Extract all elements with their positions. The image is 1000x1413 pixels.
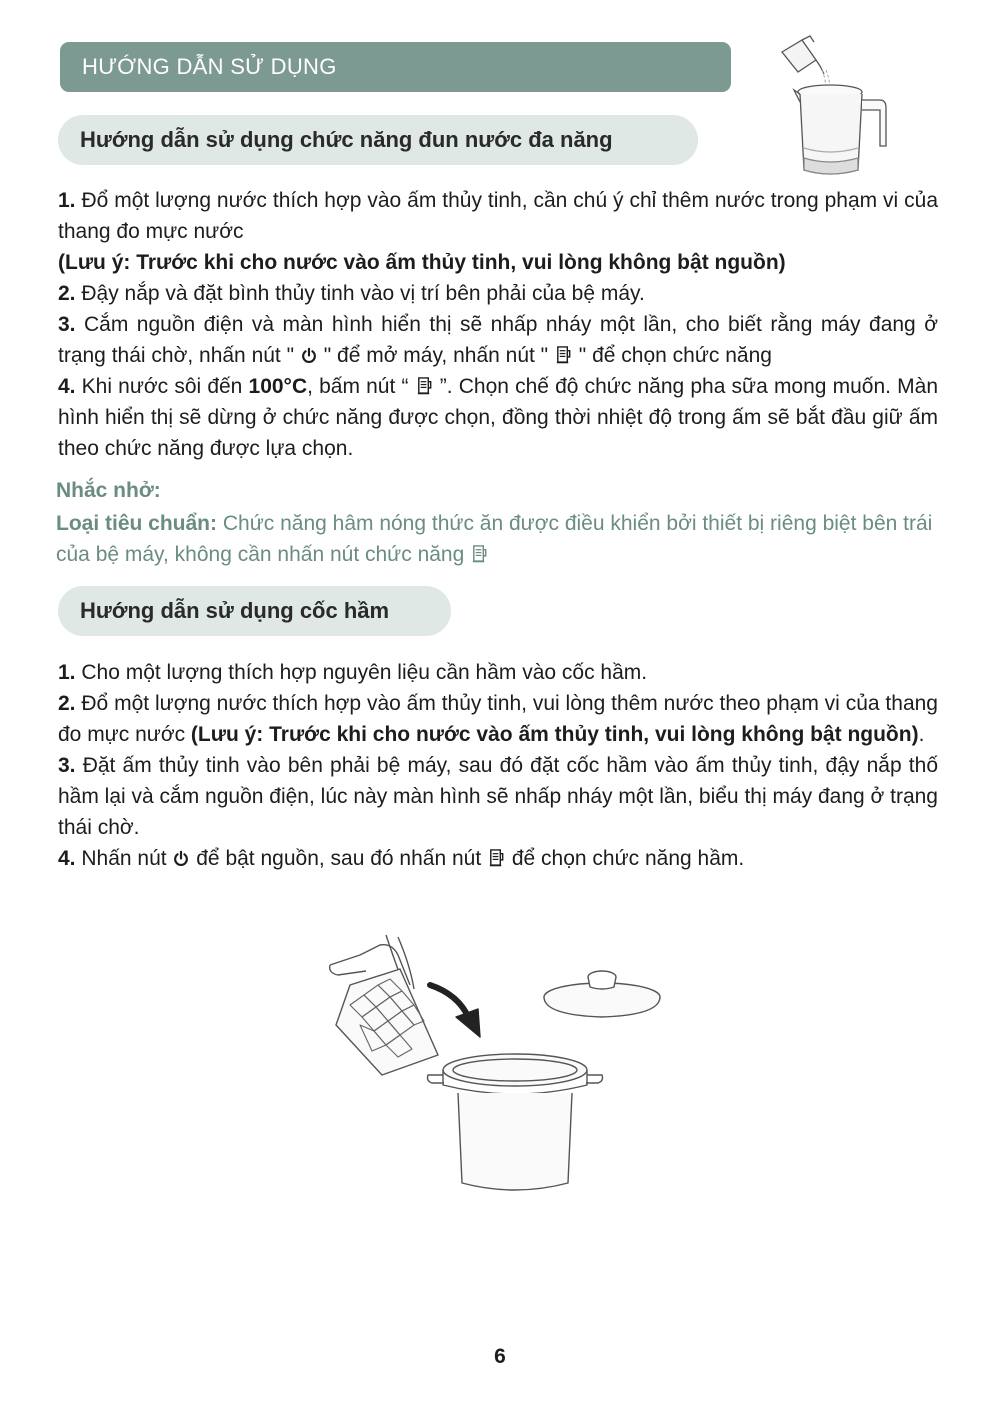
step-number: 1. — [58, 189, 76, 212]
step-text: Khi nước sôi đến — [75, 375, 249, 398]
power-icon — [172, 850, 190, 868]
section1-step4 — [58, 371, 938, 464]
reminder-body — [56, 508, 951, 570]
step-text: để bật nguồn, sau đó nhấn nút — [190, 847, 488, 870]
section1-step3 — [58, 309, 938, 371]
step-text: " để chọn chức năng — [572, 344, 772, 367]
step-number: 4. — [58, 375, 76, 398]
kettle-pouring-illustration — [770, 30, 900, 190]
step-text: Đặt ấm thủy tinh vào bên phải bệ máy, sau đó đặt cốc hầm vào ấm thủy tinh, đậy nắp thố hầm lại và cắm nguồn điện, lúc này màn hình sẽ nhấp nháy một lần, biểu thị máy đang ở trạng thái chờ. — [58, 754, 938, 839]
page-number: 6 — [494, 1345, 506, 1368]
step-text: Đổ một lượng nước thích hợp vào ấm thủy tinh, vui lòng thêm nước theo phạm vi của thang đo mực nước — [58, 692, 938, 746]
step-number: 1. — [58, 661, 76, 684]
section2-step1 — [58, 657, 938, 688]
section1-title-pill — [58, 115, 698, 165]
step-text: , bấm nút “ — [307, 375, 415, 398]
stew-cup-illustration — [320, 925, 680, 1210]
step-text: Cho một lượng thích hợp nguyên liệu cần hầm vào cốc hầm. — [75, 661, 648, 684]
section1-steps — [58, 185, 938, 464]
section2-title-pill — [58, 586, 451, 636]
step-text: Cắm nguồn điện và màn hình hiển thị sẽ nhấp nháy một lần, cho biết rằng máy đang ở trạng thái chờ, nhấn nút " — [58, 313, 938, 367]
step-text: " để mở máy, nhấn nút " — [317, 344, 554, 367]
function-button-icon — [415, 375, 434, 396]
section1-title: Hướng dẫn sử dụng chức năng đun nước đa năng — [80, 127, 613, 152]
section2-title: Hướng dẫn sử dụng cốc hầm — [80, 598, 390, 623]
section1-step2 — [58, 278, 938, 309]
reminder-title: Nhắc nhở: — [56, 479, 161, 502]
step-number: 2. — [58, 282, 76, 305]
note-text: (Lưu ý: Trước khi cho nước vào ấm thủy tinh, vui lòng không bật nguồn) — [58, 251, 786, 274]
step-text: Đổ một lượng nước thích hợp vào ấm thủy tinh, cần chú ý chỉ thêm nước trong phạm vi của thang đo mực nước — [58, 189, 938, 243]
step-text: Nhấn nút — [75, 847, 173, 870]
section2-step4 — [58, 843, 938, 874]
step-number: 3. — [58, 313, 76, 336]
reminder-block — [56, 475, 951, 570]
section1-note — [58, 247, 938, 278]
reminder-label: Loại tiêu chuẩn: — [56, 512, 218, 535]
section1-step1 — [58, 185, 938, 247]
step-text: Đậy nắp và đặt bình thủy tinh vào vị trí bên phải của bệ máy. — [75, 282, 645, 305]
reminder-text: Chức năng hâm nóng thức ăn được điều khiển bởi thiết bị riêng biệt bên trái của bệ máy, không cần nhấn nút chức năng — [56, 512, 933, 566]
step-number: 2. — [58, 692, 76, 715]
step-text: ”. Chọn chế độ chức năng pha sữa mong muốn. Màn hình hiển thị sẽ dừng ở chức năng được chọn, đồng thời nhiệt độ trong ấm sẽ bắt đầu giữ ấm theo chức năng được lựa chọn. — [58, 375, 938, 460]
step-number: 4. — [58, 847, 76, 870]
temperature-value: 100°C — [248, 375, 308, 398]
step-text: . — [918, 723, 925, 746]
function-button-icon — [470, 543, 489, 564]
section2-steps — [58, 657, 938, 874]
function-button-icon — [487, 847, 506, 868]
section-header-banner — [60, 42, 731, 92]
function-button-icon — [554, 344, 573, 365]
power-icon — [300, 347, 318, 365]
step-number: 3. — [58, 754, 76, 777]
section2-step2 — [58, 688, 938, 750]
section2-step3 — [58, 750, 938, 843]
step-text: để chọn chức năng hầm. — [506, 847, 745, 870]
note-text: (Lưu ý: Trước khi cho nước vào ấm thủy tinh, vui lòng không bật nguồn) — [190, 723, 919, 746]
header-title: HƯỚNG DẪN SỬ DỤNG — [82, 54, 337, 79]
